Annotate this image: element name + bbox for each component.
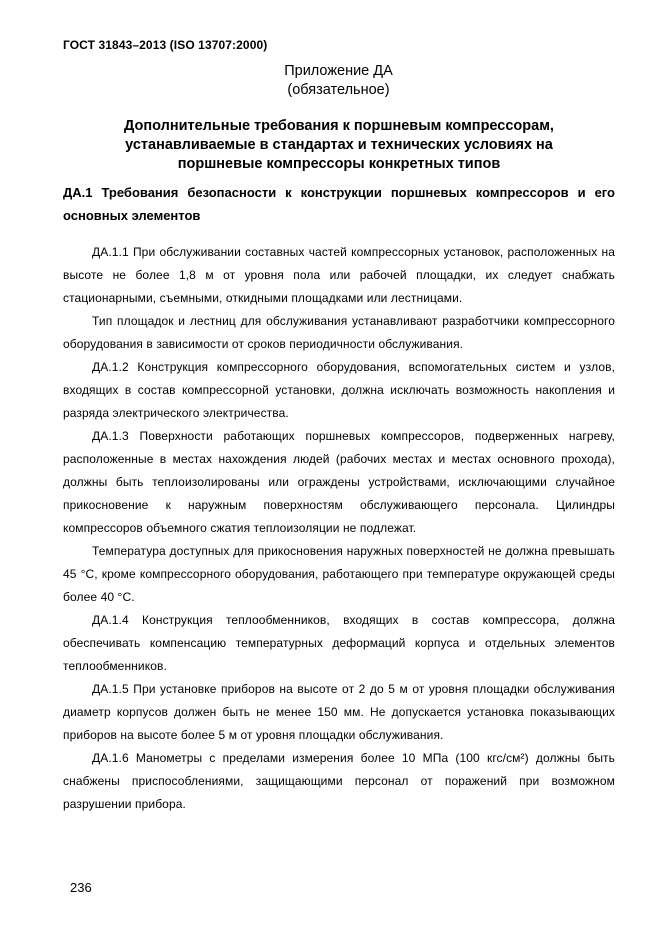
appendix-subtitle: (обязательное) [287,82,390,98]
paragraph-surface-temperature: Температура доступных для прикосновения наружных поверхностей не должна превышать 45 °С, кроме компрессорного оборудования, работающего при температуре окружающей среды более 40 °С. [63,544,615,604]
section-heading: ДА.1 Требования безопасности к конструкции поршневых компрессоров и его основных элементов [63,185,615,223]
paragraph-da-1-3: ДА.1.3 Поверхности работающих поршневых компрессоров, подверженных нагреву, расположенные в местах нахождения людей (рабочих местах и местах основного прохода), должны быть теплоизолированы или ограждены устройствами, исключающими случайное прикосновение к наружным поверхностям обслуживающего персонала. Цилиндры компрессоров объемного сжатия теплоизоляции не подлежат. [63,429,615,535]
body-text [63,241,615,816]
paragraph-da-1-5: ДА.1.5 При установке приборов на высоте от 2 до 5 м от уровня площадки обслуживания диаметр корпусов должен быть не менее 150 мм. Не допускается установка показывающих приборов на высоте более 5 м от уровня площадки обслуживания. [63,682,615,742]
paragraph-da-1-1: ДА.1.1 При обслуживании составных частей компрессорных установок, расположенных на высоте не более 1,8 м от уровня пола или рабочей площадки, их следует снабжать стационарными, съемными, откидными площадками или лестницами. [63,245,615,305]
document-title-line-2: устанавливаемые в стандартах и технических условиях на [125,137,553,153]
document-title-line-1: Дополнительные требования к поршневым компрессорам, [124,118,554,134]
document-title [63,117,615,174]
paragraph-da-1-6: ДА.1.6 Манометры с пределами измерения более 10 МПа (100 кгс/см²) должны быть снабжены приспособлениями, защищающими персонал от поражений при возможном разрушении прибора. [63,751,615,811]
paragraph-da-1-2: ДА.1.2 Конструкция компрессорного оборудования, вспомогательных систем и узлов, входящих в состав компрессорной установки, должна исключать возможность накопления и разряда электрического электричества. [63,360,615,420]
document-header-code: ГОСТ 31843–2013 (ISO 13707:2000) [63,38,268,52]
appendix-title: Приложение ДА [284,63,393,79]
paragraph-da-1-4: ДА.1.4 Конструкция теплообменников, входящих в состав компрессора, должна обеспечивать компенсацию температурных деформаций корпуса и отдельных элементов теплообменников. [63,613,615,673]
appendix-title-block [0,62,661,100]
page-number: 236 [70,880,92,895]
paragraph-platform-types: Тип площадок и лестниц для обслуживания устанавливают разработчики компрессорного оборудования в зависимости от сроков периодичности обслуживания. [63,314,615,351]
document-title-line-3: поршневые компрессоры конкретных типов [177,156,501,172]
